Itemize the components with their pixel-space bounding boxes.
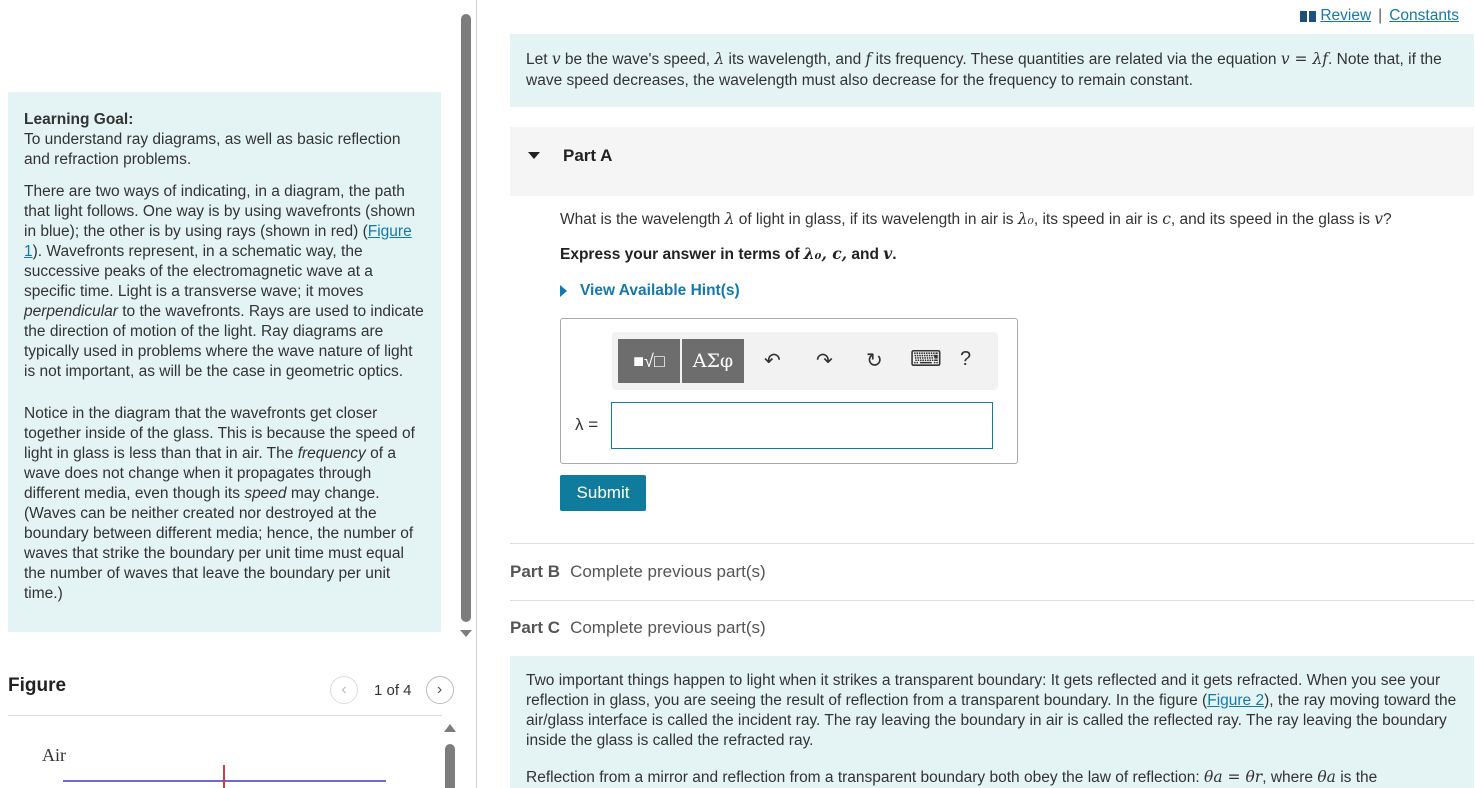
help-icon[interactable]: ? (960, 348, 972, 370)
symbols-button[interactable] (682, 339, 744, 383)
figure-navigation (330, 676, 454, 704)
templates-icon: ■√□ (633, 350, 665, 371)
text-run: of light in glass, if its wavelength in air is (734, 211, 1018, 228)
learning-goal-heading: Learning Goal: (24, 111, 134, 128)
divider (510, 600, 1474, 601)
math-toolbar (612, 332, 998, 390)
emphasis-text: perpendicular (24, 303, 118, 320)
part-b-row (510, 562, 766, 582)
figure-title: Figure (8, 675, 67, 696)
ray-line (223, 765, 225, 788)
text-run: to the wavefronts. Rays are used to indicate the direction of motion of the light. Ray diagrams are typically used in problems where the wave nature of light is not important, as will be the case in geometric optics. (24, 303, 424, 380)
learning-goal-text: To understand ray diagrams, as well as basic reflection and refraction problems. (24, 131, 401, 168)
intro-box (510, 34, 1474, 107)
part-a-question (560, 210, 1392, 229)
text-run: ). Wavefronts represent, in a schematic way, the successive peaks of the electromagnetic wave at a specific time. Light is a transverse wave; it moves (24, 243, 373, 300)
part-a-title: Part A (563, 146, 613, 165)
symbols-icon: ΑΣφ (692, 350, 734, 372)
text-run: Let (526, 51, 552, 68)
figure-scrollbar-thumb[interactable] (445, 744, 455, 788)
keyboard-icon[interactable]: ⌨ (910, 346, 942, 371)
text-run: of a wave does not change when it propagates through different media, even though its (24, 445, 396, 502)
text-run: and (847, 246, 884, 263)
figure-scroll-up-arrow-icon[interactable] (444, 724, 456, 732)
figure-label-air: Air (42, 745, 66, 765)
text-run: its frequency. These quantities are related via the equation (871, 51, 1281, 68)
text-run: . (892, 246, 897, 263)
divider (510, 543, 1474, 544)
expand-triangle-icon (560, 285, 567, 297)
link-separator: | (1378, 7, 1383, 24)
text-run: ), the ray moving toward the air/glass interface is called the incident ray. The ray leaving the boundary in air is called the reflected ray. The ray leaving the boundary inside the glass is called the refracted ray. (526, 692, 1457, 749)
text-run: , its speed in air is (1033, 211, 1163, 228)
part-b-label: Part B (510, 562, 561, 581)
book-icon (1300, 11, 1316, 22)
text-run: its wavelength, and (724, 51, 866, 68)
answer-box (560, 318, 1018, 464)
view-hints-toggle[interactable] (560, 282, 740, 300)
math-equation: θa = θr (1204, 768, 1263, 786)
text-run: Notice in the diagram that the wavefronts get closer together inside of the glass. This is because the speed of light in glass is less than that in air. The (24, 405, 415, 462)
math-var: f (865, 50, 872, 68)
text-run: , and its speed in the glass is (1170, 211, 1375, 228)
explanation-box (510, 656, 1474, 788)
figure-next-button[interactable] (426, 676, 454, 704)
text-run: . Note that, if the wave speed decreases, the wavelength must also decrease for the frequency to remain constant. (526, 51, 1442, 89)
chevron-left-icon: ‹ (341, 681, 347, 698)
text-run: Two important things happen to light when it strikes a transparent boundary: It gets reflected and it gets refracted. When you see your reflection in glass, you are seeing the result of reflection from a transparent boundary. In the figure ( (526, 672, 1441, 709)
math-var: v (1374, 210, 1384, 228)
answer-input[interactable] (611, 402, 993, 449)
reset-icon[interactable]: ↻ (866, 350, 883, 372)
learning-goal-paragraph-1 (24, 182, 427, 382)
figure-2-link[interactable]: Figure 2 (1207, 692, 1265, 709)
express-instruction (560, 244, 897, 264)
undo-icon[interactable]: ↶ (764, 350, 781, 372)
left-panel (0, 0, 476, 788)
view-hints-label: View Available Hint(s) (580, 282, 740, 299)
part-c-status: Complete previous part(s) (570, 618, 766, 637)
math-var: v (551, 50, 561, 68)
text-run: What is the wavelength (560, 211, 725, 228)
figure-1-link[interactable]: Figure 1 (24, 223, 412, 260)
part-c-row (510, 618, 766, 638)
left-scrollbar-thumb[interactable] (461, 14, 471, 622)
text-run: Reflection from a mirror and reflection from a transparent boundary both obey the law of reflection: (526, 769, 1205, 786)
constants-link[interactable]: Constants (1389, 7, 1459, 24)
explanation-paragraph-1 (526, 671, 1458, 751)
part-b-status: Complete previous part(s) (570, 562, 766, 581)
math-var: c (1162, 210, 1171, 228)
templates-button[interactable] (618, 339, 680, 383)
text-run: is the (1335, 769, 1378, 786)
emphasis-text: frequency (297, 445, 366, 462)
part-a-header[interactable] (510, 127, 1474, 196)
learning-goal-box (8, 92, 441, 632)
text-run: There are two ways of indicating, in a diagram, the path that light follows. One way is by using wavefronts (shown in blue); the other is by using rays (shown in red) ( (24, 183, 416, 240)
text-run: , where (1262, 769, 1318, 786)
emphasis-text: speed (244, 485, 287, 502)
part-c-label: Part C (510, 618, 561, 637)
figure-image (8, 725, 448, 788)
math-var: λ₀, c, (803, 244, 848, 263)
text-run: Express your answer in terms of (560, 246, 804, 263)
text-run: be the wave's speed, (560, 51, 715, 68)
figure-prev-button[interactable] (330, 676, 358, 704)
math-var: λ (714, 50, 725, 68)
redo-icon[interactable]: ↷ (816, 350, 833, 372)
figure-counter: 1 of 4 (374, 681, 412, 699)
review-link[interactable]: Review (1320, 7, 1372, 24)
top-links (1300, 7, 1459, 25)
divider (8, 715, 442, 716)
explanation-paragraph-2 (526, 767, 1458, 788)
text-run: ? (1383, 211, 1392, 228)
math-var: λ (724, 210, 735, 228)
collapse-triangle-icon[interactable] (528, 152, 540, 159)
math-var: θa (1317, 768, 1336, 786)
text-run: may change. (Waves can be neither created nor destroyed at the boundary between different media; hence, the number of waves that strike the boundary per unit time must equal the number of waves that leave the boundary per unit time.) (24, 485, 414, 602)
math-var: λ₀ (1017, 210, 1034, 228)
math-var: v (883, 244, 893, 263)
learning-goal-intro (24, 110, 427, 170)
scroll-down-arrow-icon[interactable] (460, 630, 472, 637)
chevron-right-icon: › (436, 681, 443, 698)
panel-divider (476, 0, 477, 788)
answer-label: λ = (575, 415, 599, 434)
submit-button[interactable]: Submit (560, 475, 646, 511)
learning-goal-paragraph-2 (24, 404, 427, 604)
math-equation: v = λf (1280, 50, 1329, 68)
